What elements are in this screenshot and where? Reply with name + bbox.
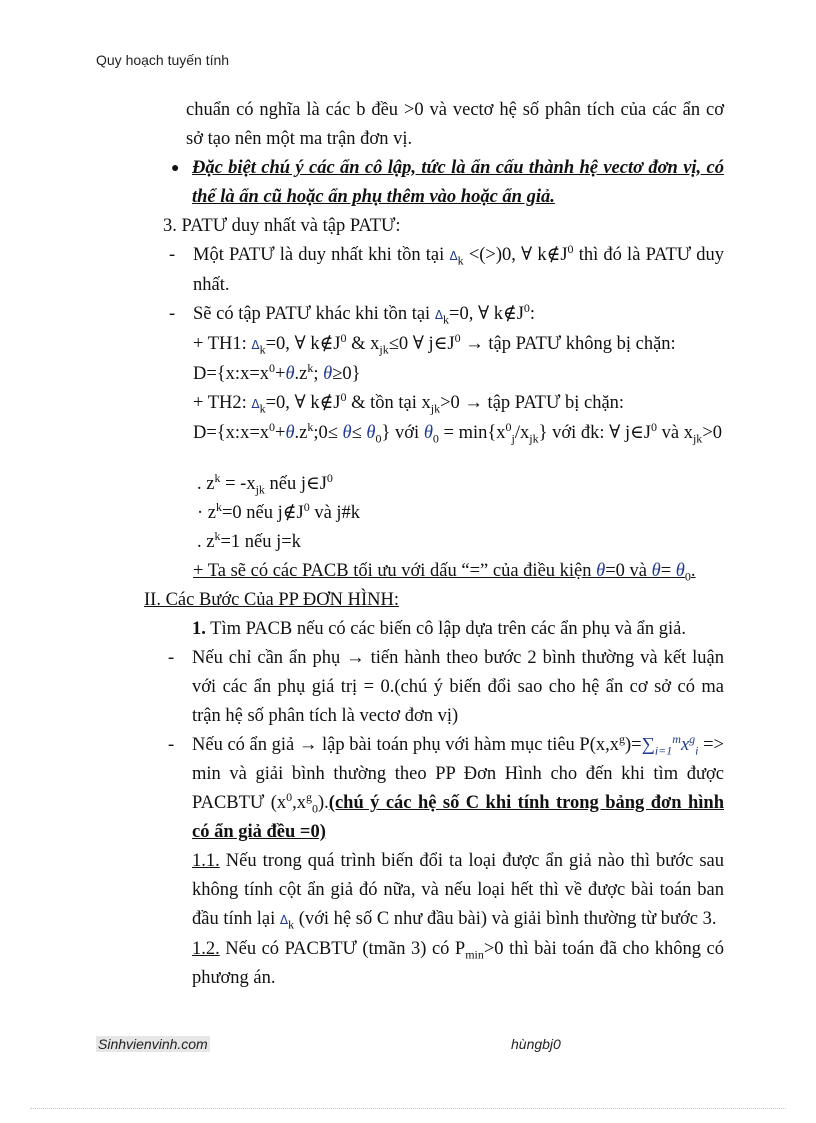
bullet-special: [171, 154, 724, 212]
step-1-number: 1.: [192, 619, 206, 639]
text-span: D={x:x=x: [193, 364, 269, 384]
text-span: nếu j∈J: [264, 474, 327, 494]
superscript: 0: [326, 470, 333, 485]
dash-item-set: - Sẽ có tập PATƯ khác khi tồn tại $\Delta_k=0$, ∀ $k\notin J^0$:: [193, 300, 724, 330]
subscript: k: [259, 401, 266, 416]
subscript: 0: [684, 569, 691, 584]
case-label: + TH2:: [193, 393, 247, 413]
superscript: 0: [505, 419, 512, 434]
text-span: (với hệ số C như đầu bài) và giải bình thường từ bước 3.: [298, 909, 717, 929]
case-1-line: [193, 330, 724, 360]
note-bold: (chú ý các hệ số C khi tính trong bảng đơn hình có ẩn giả đều =0): [192, 793, 724, 842]
spacer: [0, 448, 816, 470]
text-span: =: [660, 561, 672, 581]
text-span: =0, ∀ k∉J: [449, 304, 524, 324]
subscript: jk: [379, 342, 389, 357]
theta-symbol: θ: [342, 423, 352, 443]
subscript: 0: [432, 431, 439, 446]
substep-number: 1.2.: [192, 939, 220, 959]
text-span: ,x: [292, 793, 306, 813]
superscript: 0: [303, 499, 310, 514]
section-3-number: 3.: [163, 216, 177, 236]
footer-author: hùngbj0: [511, 1036, 561, 1052]
delta-symbol: Δ: [449, 249, 458, 263]
subscript: j: [511, 431, 515, 446]
text-span: =0 nếu j∉J: [222, 503, 304, 523]
theta-symbol: θ: [323, 364, 333, 384]
theta-symbol: θ: [285, 423, 295, 443]
theta-symbol: θ: [675, 561, 685, 581]
dash-marker: -: [169, 245, 176, 265]
bullet-special-text: Đặc biệt chú ý các ẩn cô lập, tức là ẩn cấu thành hệ vectơ đơn vị, có thể là ẩn cũ hoặc ẩn phụ thêm vào hoặc ẩn giả.: [192, 158, 724, 207]
superscript: 0: [286, 789, 293, 804]
superscript: k: [216, 499, 222, 514]
superscript: 0: [340, 389, 347, 404]
subscript: k: [457, 253, 464, 268]
superscript: g: [689, 731, 696, 746]
delta-symbol: Δ: [251, 338, 260, 352]
page-bottom-divider: [30, 1108, 786, 1109]
text-span: >0 → tập PATƯ bị chặn:: [440, 393, 625, 413]
text-span: + Ta sẽ có các PACB tối ưu với dấu “=” của điều kiện: [193, 561, 592, 581]
sum-symbol: ∑: [641, 735, 655, 755]
superscript: 0: [269, 360, 275, 375]
theta-symbol: θ: [366, 423, 376, 443]
subscript: k: [443, 312, 450, 327]
subscript: jk: [430, 401, 441, 416]
superscript: k: [214, 470, 221, 485]
superscript: 0: [567, 241, 574, 256]
intro-paragraph: chuẩn có nghĩa là các b đều >0 và vectơ hệ số phân tích của các ẩn cơ sở tạo nên một ma trận đơn vị.: [186, 100, 724, 149]
text-span: = -x: [220, 474, 256, 494]
subscript: jk: [692, 431, 703, 446]
case-2-set: $D=\{x:x=x^0+\theta.z^k;0\le \theta\le \theta_0\}$ với $\theta_0 = \min\{x^0_j/x_{jk}\}$ với đk: ∀ $j\in J^0$ và $x_{jk}>0$: [193, 419, 722, 446]
text-span: thì đó là PATƯ duy nhất.: [193, 245, 725, 295]
superscript: 0: [523, 300, 530, 315]
delta-symbol: Δ: [251, 397, 260, 411]
step-1-text: Tìm PACB nếu có các biến cô lập dựa trên các ẩn phụ và ẩn giả.: [210, 619, 686, 639]
subscript: 0: [375, 431, 382, 446]
dash-item-slack: [168, 644, 724, 731]
z-condition-2: [197, 499, 724, 528]
section-3-title: PATƯ duy nhất và tập PATƯ:: [181, 216, 401, 236]
substep-1-2: [192, 935, 724, 993]
theta-symbol: θ: [596, 561, 606, 581]
text-span: → tập PATƯ không bị chặn:: [460, 334, 676, 354]
text-span: Một PATƯ là duy nhất khi tồn tại: [193, 245, 445, 265]
section-II-title: II. Các Bước Của PP ĐƠN HÌNH:: [144, 590, 399, 610]
text-span: · z: [197, 503, 216, 523]
subscript: jk: [255, 482, 265, 497]
text-span: => min và giải bình thường theo PP Đơn Hình cho đến khi tìm được PACBTƯ (x: [192, 735, 724, 813]
superscript: 0: [269, 419, 275, 434]
text-span: Nếu có ẩn giả → lập bài toán phụ với hàm mục tiêu P(x,x: [192, 735, 620, 755]
superscript: k: [307, 360, 314, 375]
text-span: ).: [318, 793, 329, 813]
delta-symbol: Δ: [279, 913, 289, 927]
text-span: Nếu trong quá trình biến đổi ta loại được ẩn giả nào thì bước sau không tính cột ẩn giả đó nữa, và nếu loại hết thì về được bài toán ban đầu tính lại: [192, 851, 724, 929]
delta-symbol: Δ: [434, 308, 444, 322]
dash-marker: -: [168, 735, 175, 755]
text-span: và x: [657, 423, 693, 443]
page-content: [0, 96, 816, 993]
superscript: g: [306, 789, 312, 804]
case-1-set: $D=\{x:x=x^0+\theta.z^k$; θ≥0}: [193, 360, 361, 384]
text-span: >0: [702, 423, 722, 443]
dash-marker: -: [169, 304, 176, 324]
text-span: ≤0 ∀ j∈J: [388, 334, 455, 354]
section-3-heading: [163, 212, 724, 241]
superscript: m: [672, 731, 681, 746]
substep-number: 1.1.: [192, 851, 220, 871]
superscript: g: [619, 731, 626, 746]
subscript: 0: [312, 801, 318, 816]
text-span: . z: [197, 532, 215, 552]
text-span: } với đk: ∀ j∈J: [538, 423, 651, 443]
optimal-pacb-note: [193, 557, 724, 586]
z-condition-1: [197, 470, 724, 499]
bullet-icon: ●: [171, 161, 180, 176]
subscript: jk: [529, 431, 539, 446]
text-span: D={x:x=x: [193, 423, 269, 443]
text-span: . z: [197, 474, 215, 494]
text-span: =1 nếu j=k: [220, 532, 301, 552]
text-span: Nếu có PACBTƯ (tmãn 3) có P: [225, 939, 466, 959]
text-span: Sẽ có tập PATƯ khác khi tồn tại: [193, 304, 431, 324]
sum-formula: $\sum_{i=1}^mx^g_i$: [641, 731, 699, 758]
superscript: 0: [340, 330, 347, 345]
step-1: [192, 615, 724, 644]
text-span: >0 thì bài toán đã cho không có phương án.: [192, 939, 724, 988]
subscript: k: [288, 917, 295, 932]
dash-marker: -: [168, 648, 175, 668]
superscript: 0: [651, 419, 657, 434]
text-span: =0, ∀ k∉J: [265, 393, 341, 413]
z-condition-3: [197, 528, 724, 557]
text-span: } với: [381, 423, 420, 443]
theta-symbol: θ: [423, 423, 433, 443]
theta-symbol: θ: [651, 561, 661, 581]
superscript: k: [307, 419, 314, 434]
dash-item-unique: [169, 241, 725, 300]
dash-item-artificial: [168, 731, 724, 847]
text-span: và j#k: [309, 503, 361, 523]
superscript: 0: [454, 330, 461, 345]
substep-1-1: [192, 847, 724, 935]
page-header: Quy hoạch tuyến tính: [96, 52, 230, 68]
text-span: =0 và: [605, 561, 647, 581]
case-2-line: [193, 389, 724, 419]
text-span: <(>)0, ∀ k∉J: [468, 245, 568, 265]
text-span: Nếu chỉ cần ẩn phụ → tiến hành theo bước 2 bình thường và kết luận với các ẩn phụ giá trị = 0.(chú ý biến đổi sao cho hệ ẩn cơ sở có ma trận hệ số phân tích là vectơ đơn vị): [192, 648, 724, 726]
text-span: & tồn tại x: [346, 393, 431, 413]
section-II-heading: [144, 586, 724, 615]
superscript: k: [214, 528, 221, 543]
subscript: min: [465, 947, 484, 962]
text-span: )=: [625, 735, 642, 755]
case-label: + TH1:: [193, 334, 247, 354]
text-span: & x: [346, 334, 380, 354]
text-span: =0, ∀ k∉J: [265, 334, 341, 354]
subscript: k: [259, 342, 266, 357]
subscript: i=1: [654, 743, 673, 758]
footer-site: Sinhvienvinh.com: [98, 1036, 208, 1052]
text-span: = min{x: [443, 423, 506, 443]
optimal-pacb-text: + Ta sẽ có các PACB tối ưu với dấu “=” của điều kiện θ=0 và $\theta= \theta_0$.: [193, 561, 696, 584]
subscript: i: [695, 743, 699, 758]
theta-symbol: θ: [285, 364, 295, 384]
